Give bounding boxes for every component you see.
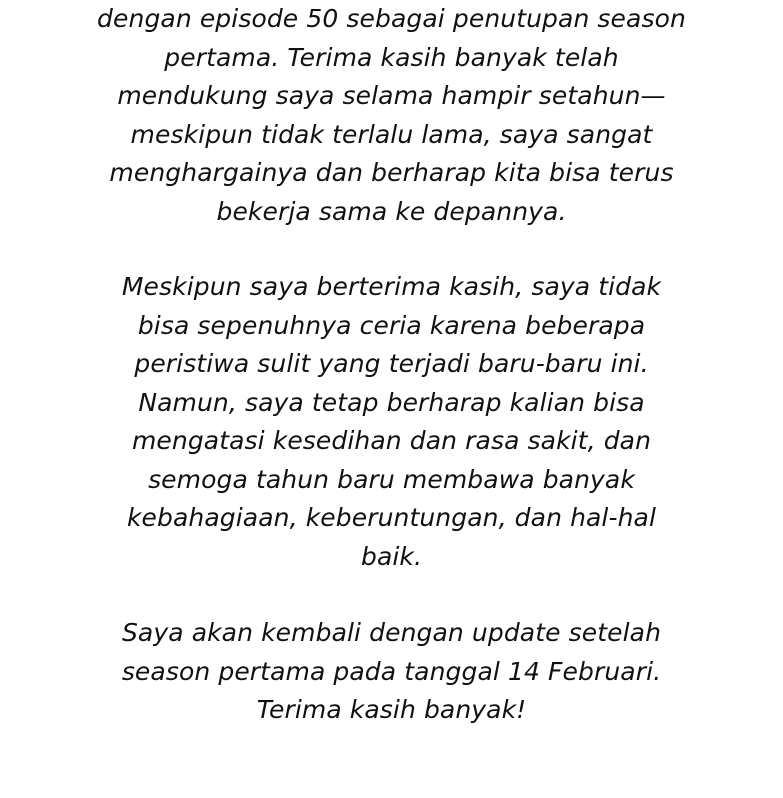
text-line: Namun, saya tetap berharap kalian bisa [138,387,645,417]
text-line: baik. [360,541,423,571]
text-line: semoga tahun baru membawa banyak [148,464,635,494]
text-line: Terima kasih banyak! [256,695,527,724]
text-line: Meskipun saya berterima kasih, saya tidak [121,272,662,301]
text-line: mendukung saya selama hampir setahun— [117,81,666,110]
text-line: bekerja sama ke depannya. [216,196,567,226]
text-line: peristiwa sulit yang terjadi baru-baru ini. [134,349,649,378]
text-line: bisa sepenuhnya ceria karena beberapa [137,310,646,340]
text-line: menghargainya dan berharap kita bisa terus [109,158,674,187]
text-line: meskipun tidak terlalu lama, saya sangat [130,119,653,149]
paragraph-new-year-wishes [0,268,783,576]
text-line: season pertama pada tanggal 14 Februari. [121,656,662,686]
text-line: pertama. Terima kasih banyak telah [164,42,619,72]
text-line: kebahagiaan, keberuntungan, dan hal-hal [126,503,657,532]
text-line: Saya akan kembali dengan update setelah [121,618,662,647]
text-line: mengatasi kesedihan dan rasa sakit, dan [131,426,652,455]
paragraph-season-closing [0,0,783,231]
text-line: dengan episode 50 sebagai penutupan season [97,4,686,33]
paragraph-return-announcement [0,614,783,730]
